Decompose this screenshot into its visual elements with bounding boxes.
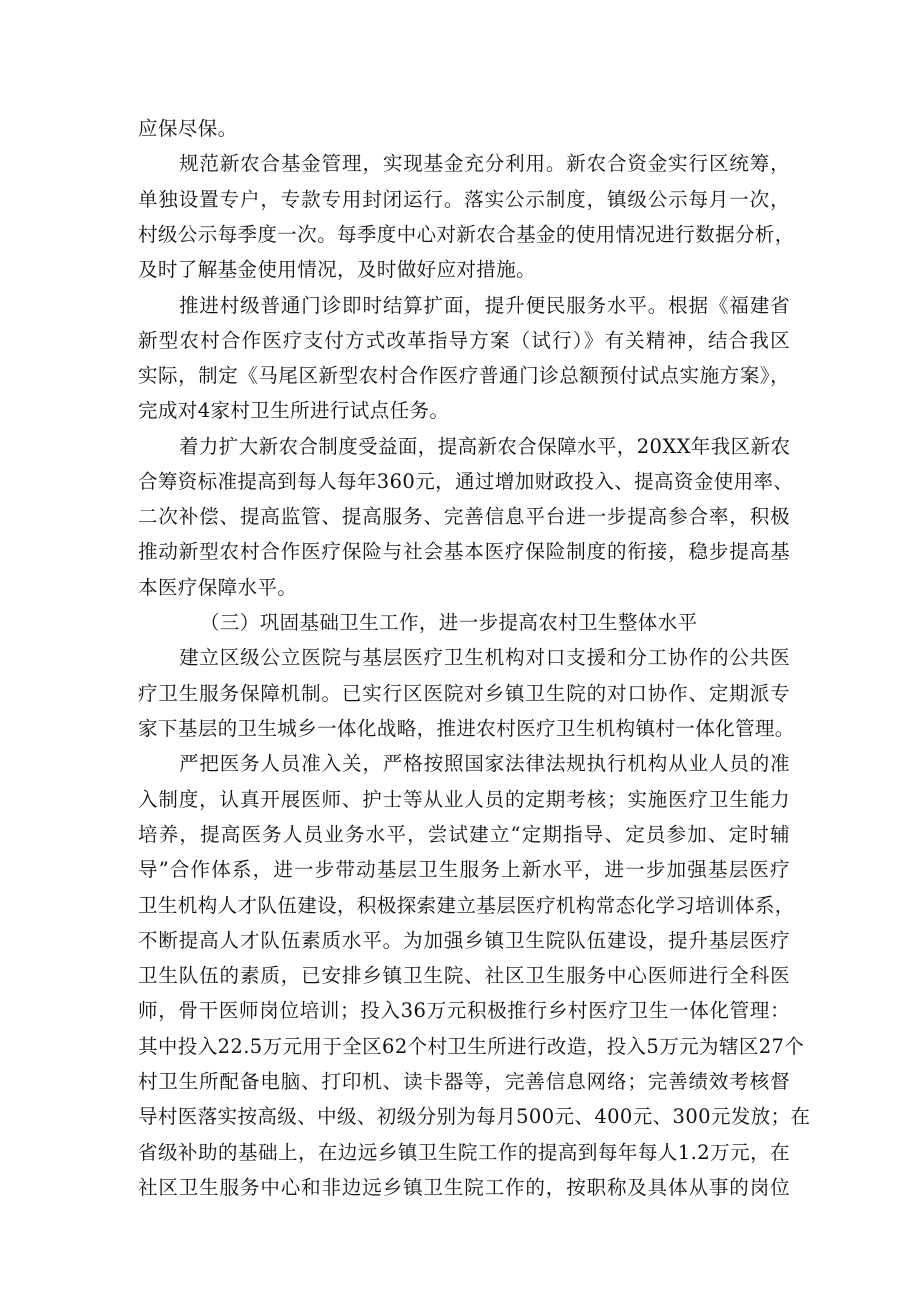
text-line-28: 村卫生所配备电脑、打印机、读卡器等，完善信息网络；完善绩效考核督 [138, 1070, 790, 1093]
text-line-7: 新型农村合作医疗支付方式改革指导方案（试行）》有关精神，结合我区 [138, 329, 790, 352]
text-line-13: 推动新型农村合作医疗保险与社会基本医疗保险制度的衔接，稳步提高基 [138, 540, 790, 563]
section-heading: （三）巩固基础卫生工作，进一步提高农村卫生整体水平 [200, 611, 698, 634]
text-line-12: 二次补偿、提高监管、提高服务、完善信息平台进一步提高参合率，积极 [138, 505, 790, 528]
text-line-24: 不断提高人才队伍素质水平。为加强乡镇卫生院队伍建设，提升基层医疗 [138, 929, 790, 952]
text-line-6: 推进村级普通门诊即时结算扩面，提升便民服务水平。根据《福建省 [179, 294, 790, 317]
text-line-9: 完成对4家村卫生所进行试点任务。 [138, 399, 450, 422]
text-line-20: 入制度，认真开展医师、护士等从业人员的定期考核；实施医疗卫生能力 [138, 788, 790, 811]
text-line-14: 本医疗保障水平。 [138, 576, 298, 599]
text-line-17: 疗卫生服务保障机制。已实行区医院对乡镇卫生院的对口协作、定期派专 [138, 682, 790, 705]
text-line-30: 省级补助的基础上，在边远乡镇卫生院工作的提高到每年每人1.2万元，在 [138, 1141, 790, 1164]
text-line-25: 卫生队伍的素质，已安排乡镇卫生院、社区卫生服务中心医师进行全科医 [138, 964, 790, 987]
text-line-23: 卫生机构人才队伍建设，积极探索建立基层医疗机构常态化学习培训体系， [138, 894, 795, 917]
text-line-8: 实际，制定《马尾区新型农村合作医疗普通门诊总额预付试点实施方案》， [138, 364, 790, 387]
text-line-1: 应保尽保。 [138, 117, 238, 140]
text-line-29: 导村医落实按高级、中级、初级分别为每月500元、400元、300元发放；在 [138, 1105, 811, 1128]
text-line-11: 合筹资标准提高到每人每年360元，通过增加财政投入、提高资金使用率、 [138, 470, 794, 493]
text-line-27: 其中投入22.5万元用于全区62个村卫生所进行改造，投入5万元为辖区27个 [138, 1035, 805, 1058]
text-line-31: 社区卫生服务中心和非边远乡镇卫生院工作的，按职称及具体从事的岗位 [138, 1176, 790, 1199]
text-line-19: 严把医务人员准入关，严格按照国家法律法规执行机构从业人员的准 [179, 752, 790, 775]
text-line-10: 着力扩大新农合制度受益面，提高新农合保障水平，20XX年我区新农 [179, 435, 791, 458]
text-line-22: 导”合作体系，进一步带动基层卫生服务上新水平，进一步加强基层医疗 [138, 858, 790, 881]
text-line-18: 家下基层的卫生城乡一体化战略，推进农村医疗卫生机构镇村一体化管理。 [138, 717, 795, 740]
text-line-21: 培养，提高医务人员业务水平，尝试建立“定期指导、定员参加、定时辅 [138, 823, 790, 846]
text-line-2: 规范新农合基金管理，实现基金充分利用。新农合资金实行区统筹， [179, 152, 790, 175]
text-line-4: 村级公示每季度一次。每季度中心对新农合基金的使用情况进行数据分析， [138, 223, 795, 246]
text-line-26: 师，骨干医师岗位培训；投入36万元积极推行乡村医疗卫生一体化管理： [138, 999, 790, 1022]
text-line-16: 建立区级公立医院与基层医疗卫生机构对口支援和分工协作的公共医 [179, 646, 790, 669]
text-line-3: 单独设置专户，专款专用封闭运行。落实公示制度，镇级公示每月一次， [138, 188, 790, 211]
text-line-5: 及时了解基金使用情况，及时做好应对措施。 [138, 258, 537, 281]
